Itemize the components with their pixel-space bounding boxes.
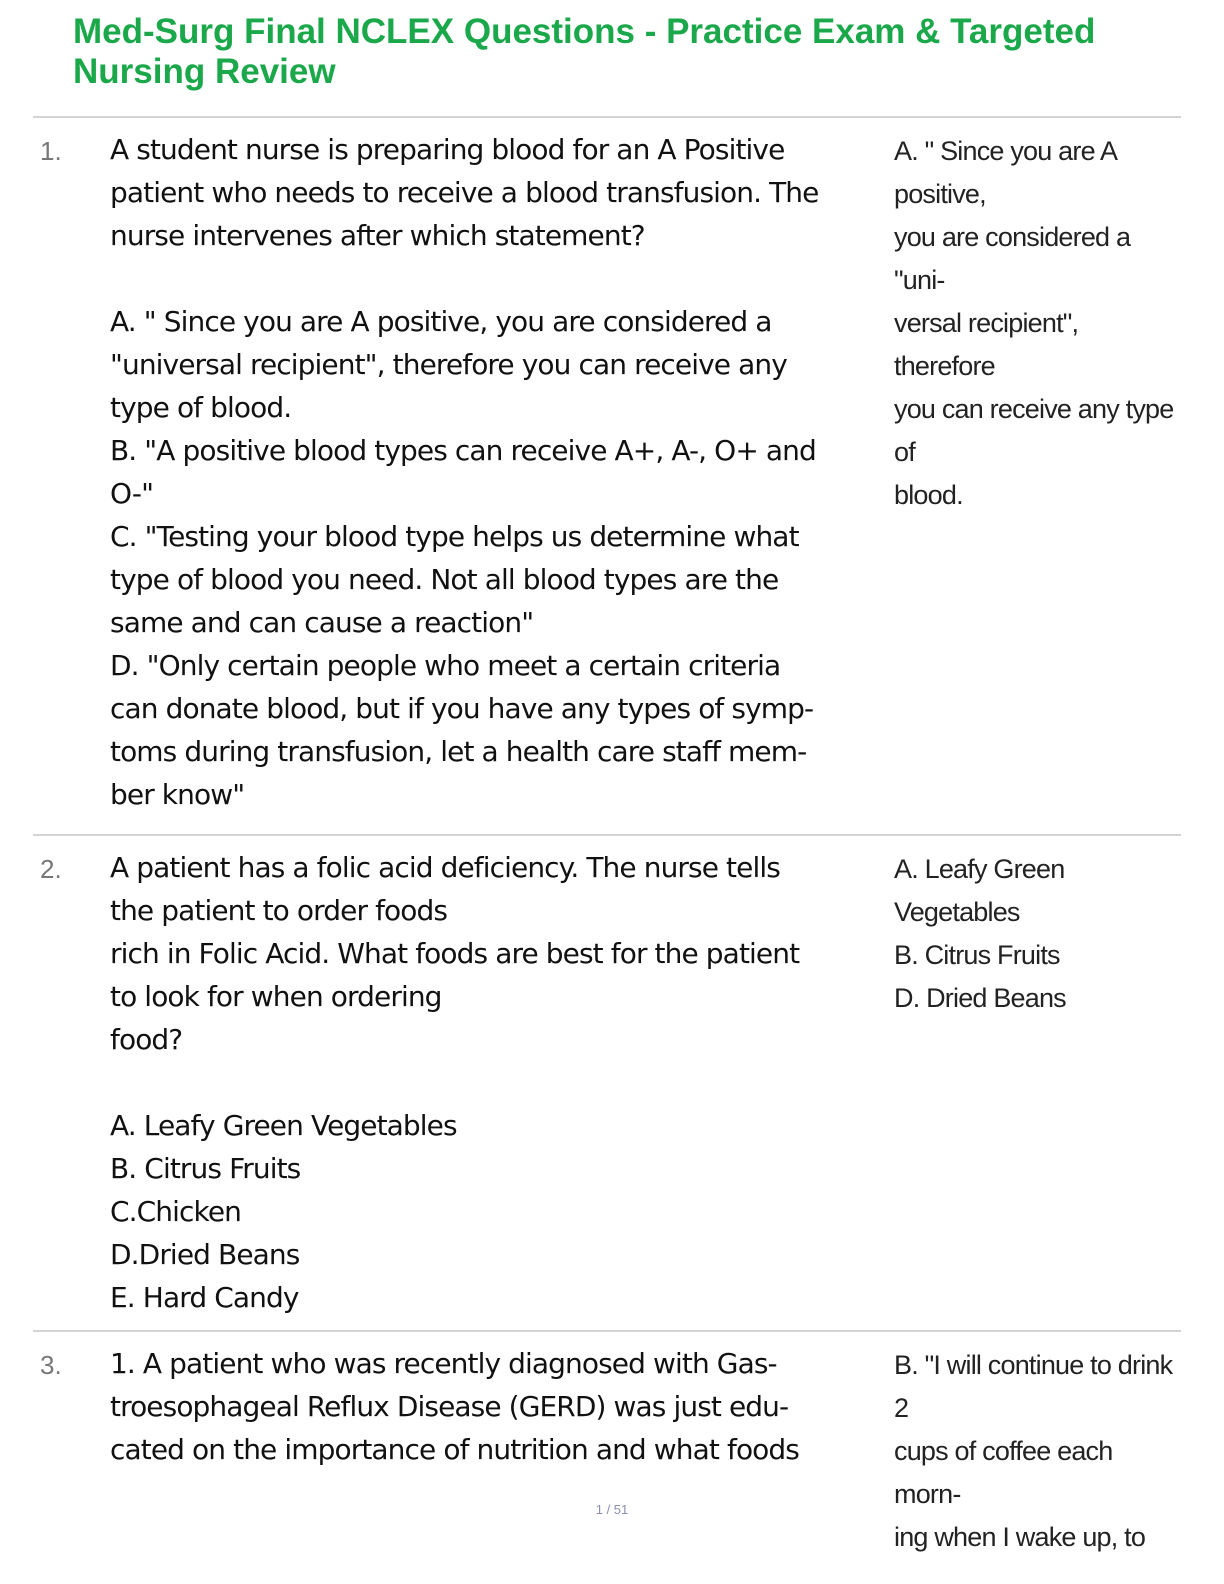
stem-line: troesophageal Reflux Disease (GERD) was just edu- xyxy=(110,1390,789,1423)
divider xyxy=(33,1330,1181,1332)
answer-line: cups of coffee each morn- xyxy=(894,1436,1113,1509)
answer-line: A. Leafy Green Vegetables xyxy=(894,854,1065,927)
answer-line: blood. xyxy=(894,480,963,510)
answer-line: versal recipient", therefore xyxy=(894,308,1079,381)
stem-line: 1. A patient who was recently diagnosed with Gas- xyxy=(110,1347,777,1380)
answer-line: you are considered a "uni- xyxy=(894,222,1131,295)
document-title: Med-Surg Final NCLEX Questions - Practice Exam & Targeted Nursing Review xyxy=(73,12,1096,91)
option-line: same and can cause a reaction" xyxy=(110,606,534,639)
question-2-text xyxy=(110,846,888,1319)
divider xyxy=(33,834,1181,836)
option-line: C. "Testing your blood type helps us determine what xyxy=(110,520,799,553)
option-line: ber know" xyxy=(110,778,245,811)
question-number: 2. xyxy=(40,854,62,884)
stem-line: A patient has a folic acid deficiency. The nurse tells xyxy=(110,851,780,884)
divider xyxy=(33,116,1181,118)
option-line: A. " Since you are A positive, you are considered a xyxy=(110,305,772,338)
answer-line: B. "I will continue to drink 2 xyxy=(894,1350,1173,1423)
stem-line: cated on the importance of nutrition and what foods xyxy=(110,1433,799,1466)
question-2-answer xyxy=(894,848,1184,1020)
option-line: B. "A positive blood types can receive A+, A-, O+ and xyxy=(110,434,816,467)
option-line: toms during transfusion, let a health care staff mem- xyxy=(110,735,807,768)
option-line: D.Dried Beans xyxy=(110,1238,300,1271)
stem-line: A student nurse is preparing blood for an A Positive xyxy=(110,133,785,166)
question-number: 1. xyxy=(40,136,62,166)
question-3-answer xyxy=(894,1344,1184,1559)
option-line: type of blood. xyxy=(110,391,292,424)
answer-line: you can receive any type of xyxy=(894,394,1174,467)
stem-line: rich in Folic Acid. What foods are best for the patient xyxy=(110,937,800,970)
question-number: 3. xyxy=(40,1350,62,1380)
option-line: O-" xyxy=(110,477,154,510)
option-line: D. "Only certain people who meet a certain criteria xyxy=(110,649,781,682)
option-line: "universal recipient", therefore you can receive any xyxy=(110,348,787,381)
option-line: type of blood you need. Not all blood types are the xyxy=(110,563,779,596)
option-line: can donate blood, but if you have any types of symp- xyxy=(110,692,814,725)
page-number: 1 / 51 xyxy=(595,1502,629,1517)
answer-line: B. Citrus Fruits xyxy=(894,940,1060,970)
option-line: A. Leafy Green Vegetables xyxy=(110,1109,457,1142)
answer-line: A. " Since you are A positive, xyxy=(894,136,1116,209)
stem-line: the patient to order foods xyxy=(110,894,448,927)
stem-line: to look for when ordering xyxy=(110,980,442,1013)
option-line: B. Citrus Fruits xyxy=(110,1152,301,1185)
answer-line: ing when I wake up, to xyxy=(894,1522,1146,1552)
question-1-answer xyxy=(894,130,1184,517)
stem-line: patient who needs to receive a blood transfusion. The xyxy=(110,176,819,209)
option-line: E. Hard Candy xyxy=(110,1281,299,1314)
stem-line: food? xyxy=(110,1023,183,1056)
question-3-text xyxy=(110,1342,888,1471)
option-line: C.Chicken xyxy=(110,1195,242,1228)
stem-line: nurse intervenes after which statement? xyxy=(110,219,645,252)
answer-line: D. Dried Beans xyxy=(894,983,1066,1013)
question-1-text xyxy=(110,128,888,816)
